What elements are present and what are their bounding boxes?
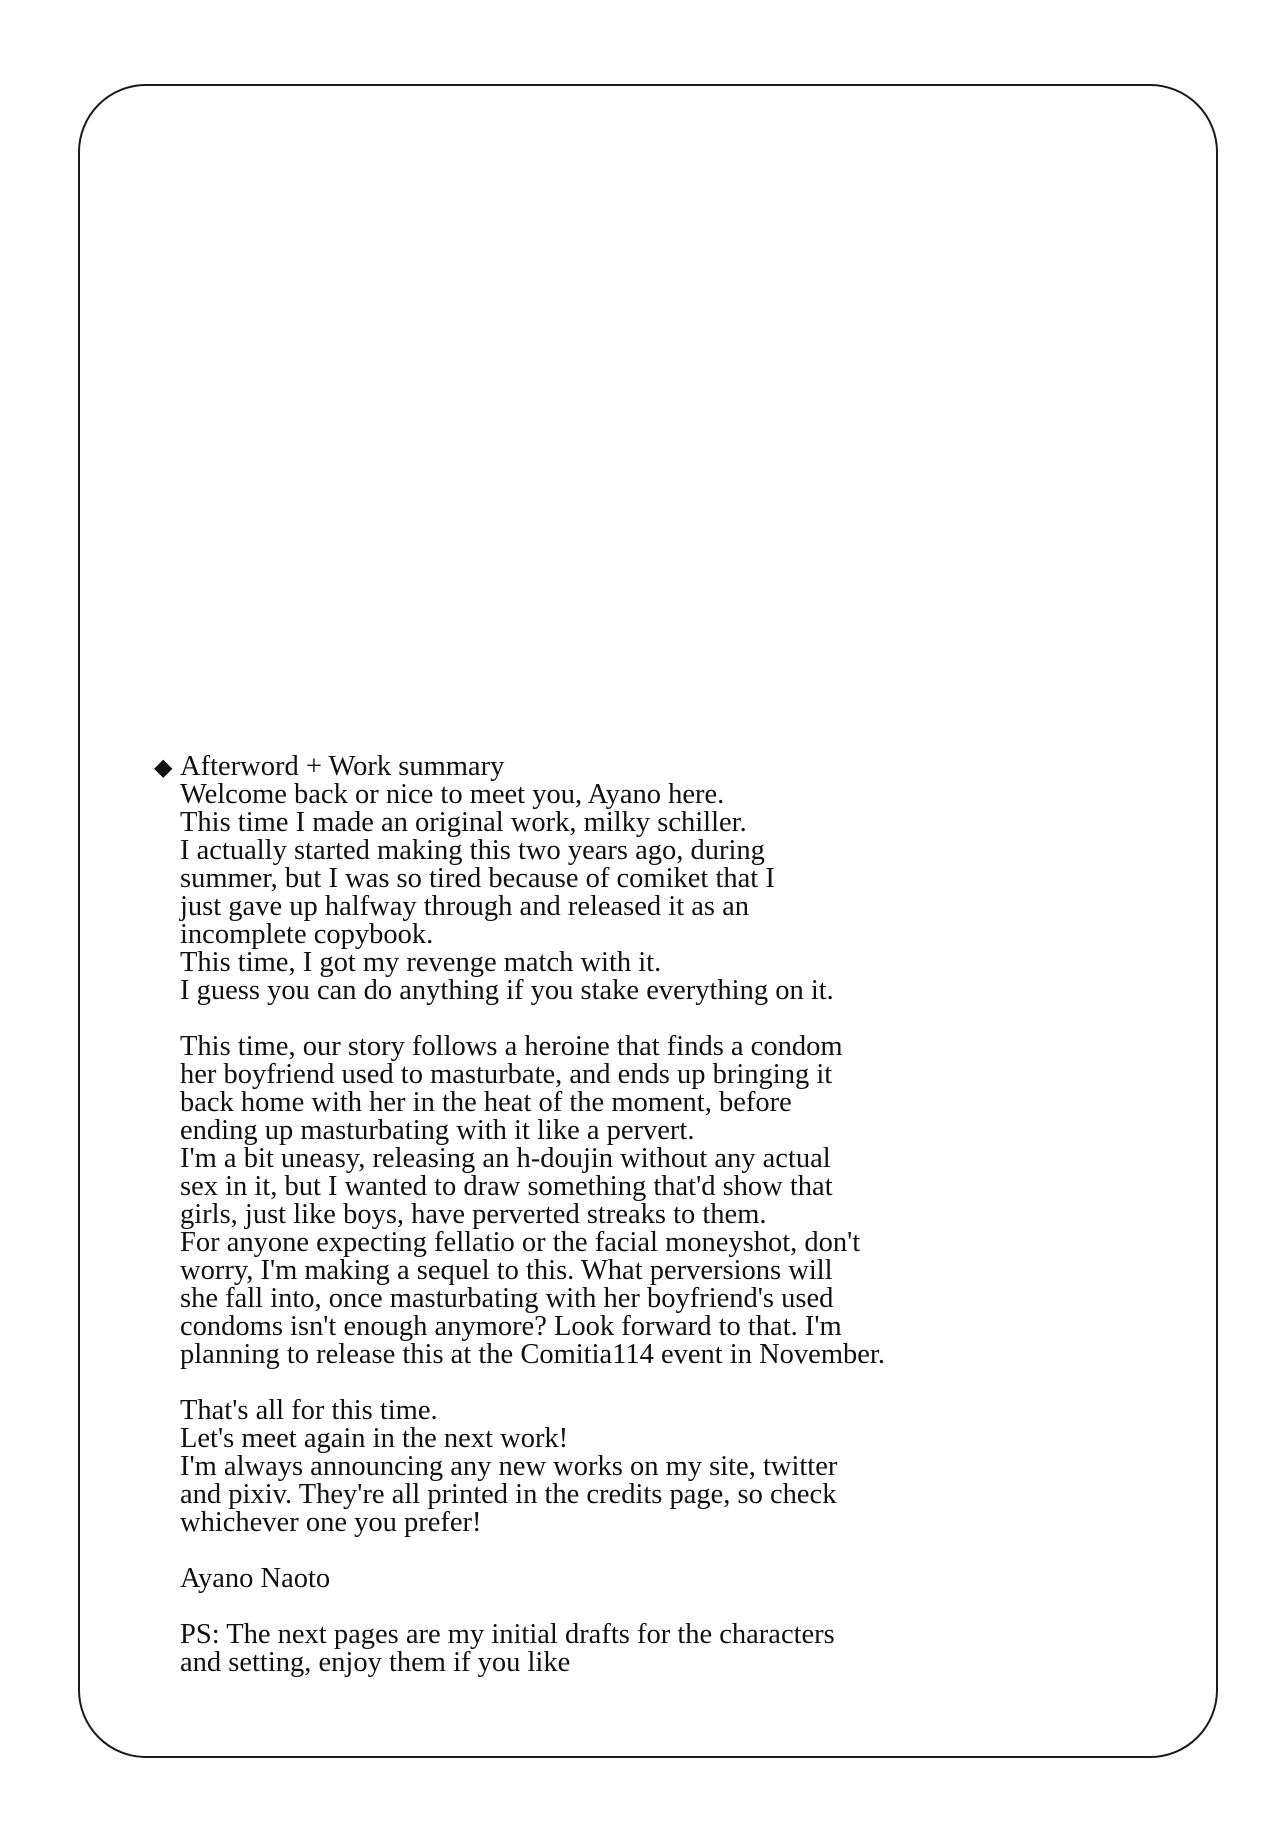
text-line: That's all for this time.	[180, 1395, 438, 1426]
text-line: I'm always announcing any new works on my site, twitter	[180, 1451, 838, 1482]
text-line: and setting, enjoy them if you like	[180, 1647, 571, 1678]
paragraph	[180, 1565, 1154, 1593]
text-line: and pixiv. They're all printed in the credits page, so check	[180, 1479, 837, 1510]
text-line: Let's meet again in the next work!	[180, 1423, 569, 1454]
text-line: For anyone expecting fellatio or the facial moneyshot, don't	[180, 1227, 861, 1258]
text-line: I'm a bit uneasy, releasing an h-doujin without any actual	[180, 1143, 831, 1174]
text-line: she fall into, once masturbating with her boyfriend's used	[180, 1283, 834, 1314]
text-line: Welcome back or nice to meet you, Ayano here.	[180, 779, 725, 810]
text-line: ending up masturbating with it like a pervert.	[180, 1115, 695, 1146]
afterword-heading-row	[154, 753, 1154, 781]
text-line: summer, but I was so tired because of comiket that I	[180, 863, 775, 894]
text-line: incomplete copybook.	[180, 919, 434, 950]
text-line: girls, just like boys, have perverted streaks to them.	[180, 1199, 767, 1230]
afterword-body	[180, 781, 1154, 1677]
text-line: just gave up halfway through and released it as an	[180, 891, 750, 922]
text-line: I actually started making this two years ago, during	[180, 835, 765, 866]
diamond-icon: ◆	[154, 755, 173, 781]
text-line: her boyfriend used to masturbate, and ends up bringing it	[180, 1059, 833, 1090]
text-line: I guess you can do anything if you stake everything on it.	[180, 975, 834, 1006]
paragraph	[180, 1621, 1154, 1677]
afterword-heading: Afterword + Work summary	[180, 751, 505, 782]
text-line: This time, our story follows a heroine that finds a condom	[180, 1031, 843, 1062]
text-line: sex in it, but I wanted to draw something that'd show that	[180, 1171, 833, 1202]
text-line: This time, I got my revenge match with it.	[180, 947, 662, 978]
text-line: This time I made an original work, milky schiller.	[180, 807, 747, 838]
afterword-section	[154, 753, 1154, 1705]
text-line: condoms isn't enough anymore? Look forward to that. I'm	[180, 1311, 842, 1342]
paragraph	[180, 781, 1154, 1005]
text-line: worry, I'm making a sequel to this. What perversions will	[180, 1255, 833, 1286]
text-line: back home with her in the heat of the moment, before	[180, 1087, 792, 1118]
paragraph	[180, 1397, 1154, 1537]
text-line: PS: The next pages are my initial drafts for the characters	[180, 1619, 835, 1650]
paragraph	[180, 1033, 1154, 1369]
text-line: Ayano Naoto	[180, 1563, 331, 1594]
text-line: whichever one you prefer!	[180, 1507, 482, 1538]
text-line: planning to release this at the Comitia114 event in November.	[180, 1339, 885, 1370]
